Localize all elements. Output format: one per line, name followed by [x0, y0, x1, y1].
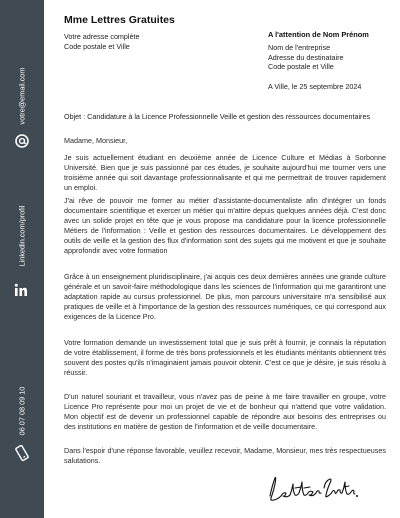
at-icon [14, 133, 30, 149]
recipient-city: Code postale et Ville [268, 62, 334, 71]
paragraph-closing: Dans l'espoir d'une réponse favorable, veuillez recevoir, Madame, Monsieur, mes très respectueuses salutations. [64, 446, 386, 465]
linkedin-icon [14, 283, 28, 297]
paragraph-4: Votre formation demande un investissement total que je suis prêt à fournir, je connais la réputation de votre établissement, il forme de très bons professionnels et les étudiants méritants obtiennent très souvent des postes qu'ils n'imaginaient jamais pouvoir obtenir. C'est ce que je désire, je suis résolu à réussir. [64, 338, 386, 377]
sender-city: Code postale et Ville [64, 42, 130, 51]
signature [266, 468, 358, 508]
letter-subject: Objet : Candidature à la Licence Professionnelle Veille et gestion des ressources documentaires [64, 112, 371, 121]
paragraph-3: Grâce à un enseignement pluridisciplinaire, j'ai acquis ces deux dernières années une grande culture générale et un savoir-faire méthodologique dans les sciences de l'information qui me garantiront une adaptation rapide au cursus professionnel. De plus, mon parcours universitaire m'a sensibilisé aux pratiques de veille et à l'importance de la gestion des ressources numériques, ce qui correspond aux exigences de la Licence Pro. [64, 272, 386, 321]
salutation: Madame, Monsieur, [64, 136, 128, 145]
sender-name: Mme Lettres Gratuites [64, 14, 175, 26]
sidebar-linkedin[interactable]: Linkedin.com/profil [17, 205, 27, 267]
recipient-attention: A l'attention de Nom Prénom [268, 30, 369, 39]
paragraph-1: Je suis actuellement étudiant en deuxième année de Licence Culture et Médias à Sorbonne Université. Bien que je suis passionné par ces études, je souhaite aujourd'hui me tourner vers une troisième année qui soit davantage professionnalisante et qui me permettrait de trouver rapidement un emploi. [64, 153, 386, 192]
letter-date: A Ville, le 25 septembre 2024 [268, 82, 362, 91]
recipient-company: Nom de l'entreprise [268, 43, 331, 52]
recipient-address: Adresse du destinataire [268, 53, 344, 62]
sidebar-phone[interactable]: 06 07 08 09 10 [17, 386, 27, 436]
sidebar [0, 0, 44, 518]
paragraph-5: D'un naturel souriant et travailleur, vous n'avez pas de peine à me faire travailler en groupe, votre Licence Pro représente pour moi un projet de vie et de bonheur qui n'attend que votre validation. Mon objectif est de devenir un professionnel capable de répondre aux besoins des entreprises ou des institutions en matière de gestion de l'information et de veille documentaire. [64, 392, 386, 431]
letter-page [44, 0, 400, 518]
paragraph-2: J'ai rêve de pouvoir me former au métier d'assistante-documentaliste afin d'intégrer un fonds documentaire scientifique et exercer un métier qui m'attire depuis quelques années déjà. C'est donc avec un solide projet en tête que je vous propose ma candidature pour la licence professionnelle Métiers de l'information : Veille et gestion des ressources documentaires. Le développement des outils de veille et la gestion des flux d'information sont des sujets qui me motivent et que je souhaite approfondir avec votre formation [64, 196, 386, 255]
sidebar-email[interactable]: votre@email.com [17, 67, 27, 125]
phone-icon [14, 444, 30, 462]
sender-address: Votre adresse complète [64, 32, 140, 41]
